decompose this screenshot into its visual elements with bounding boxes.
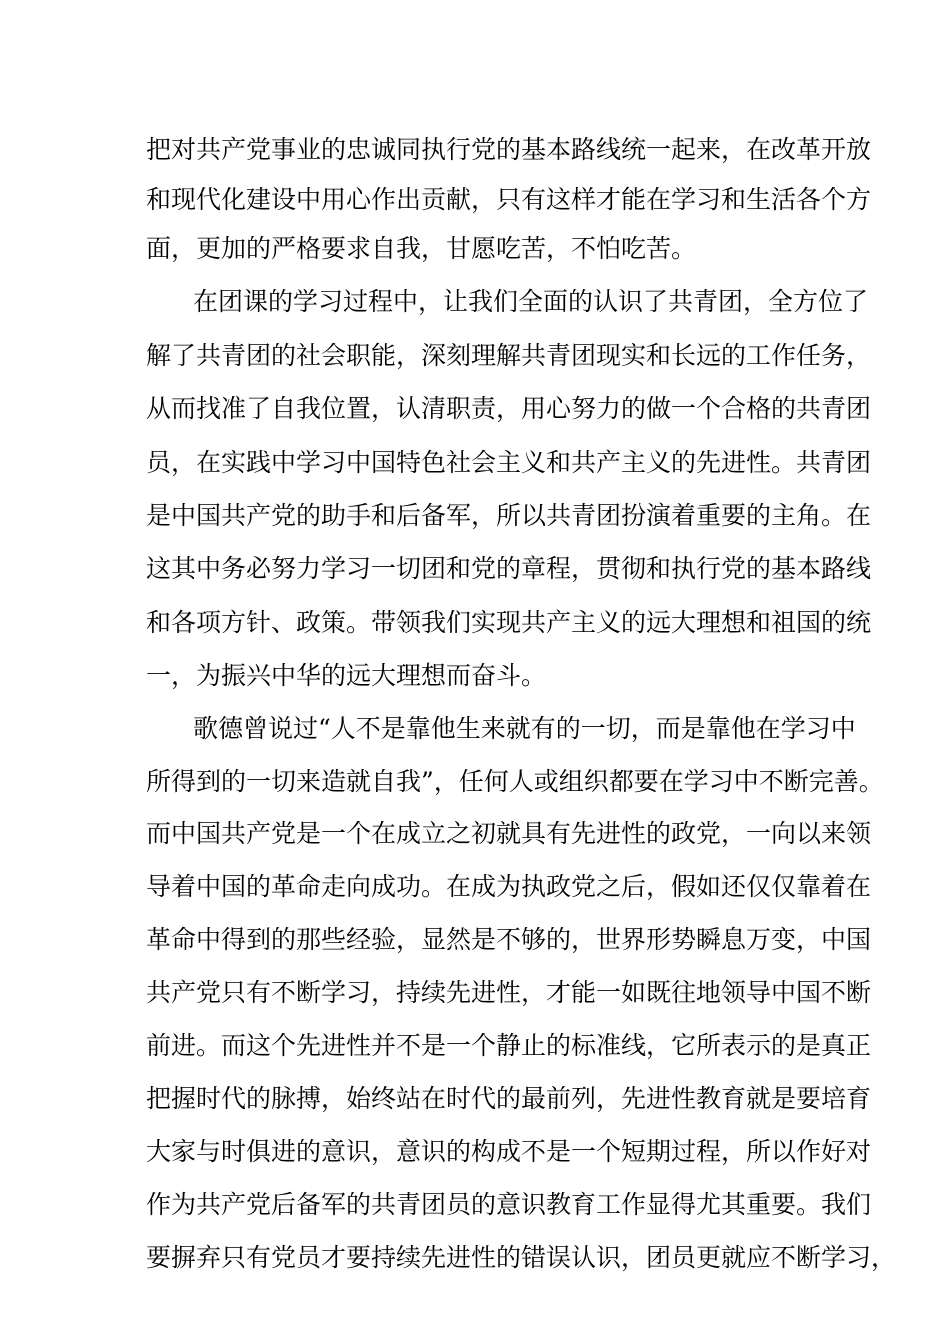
text-line-18: 前进。而这个先进性并不是一个静止的标准线，它所表示的是真正 xyxy=(146,1031,872,1060)
text-line-4: 在团课的学习过程中，让我们全面的认识了共青团，全方位了 xyxy=(193,287,869,316)
text-line-21: 作为共产党后备军的共青团员的意识教育工作显得尤其重要。我们 xyxy=(146,1190,872,1219)
text-line-13: 所得到的一切来造就自我”，任何人或组织都要在学习中不断完善。 xyxy=(146,767,884,796)
text-line-10: 和各项方针、政策。带领我们实现共产主义的远大理想和祖国的统 xyxy=(146,608,872,637)
text-line-17: 共产党只有不断学习，持续先进性，才能一如既往地领导中国不断 xyxy=(146,978,872,1007)
text-line-7: 员，在实践中学习中国特色社会主义和共产主义的先进性。共青团 xyxy=(146,448,872,477)
text-line-19: 把握时代的脉搏，始终站在时代的最前列，先进性教育就是要培育 xyxy=(146,1084,872,1113)
text-line-8: 是中国共产党的助手和后备军，所以共青团扮演着重要的主角。在 xyxy=(146,501,872,530)
text-line-16: 革命中得到的那些经验，显然是不够的，世界形势瞬息万变，中国 xyxy=(146,925,872,954)
text-line-5: 解了共青团的社会职能，深刻理解共青团现实和长远的工作任务， xyxy=(146,341,872,370)
text-line-22: 要摒弃只有党员才要持续先进性的错误认识，团员更就应不断学习， xyxy=(146,1243,897,1272)
text-line-15: 导着中国的革命走向成功。在成为执政党之后，假如还仅仅靠着在 xyxy=(146,872,872,901)
text-line-12: 歌德曾说过“人不是靠他生来就有的一切，而是靠他在学习中 xyxy=(193,714,856,743)
text-line-9: 这其中务必努力学习一切团和党的章程，贯彻和执行党的基本路线 xyxy=(146,554,872,583)
text-line-1: 把对共产党事业的忠诚同执行党的基本路线统一起来，在改革开放 xyxy=(146,135,872,164)
text-line-20: 大家与时俱进的意识，意识的构成不是一个短期过程，所以作好对 xyxy=(146,1137,872,1166)
text-line-2: 和现代化建设中用心作出贡献，只有这样才能在学习和生活各个方 xyxy=(146,185,872,214)
text-line-14: 而中国共产党是一个在成立之初就具有先进性的政党，一向以来领 xyxy=(146,819,872,848)
text-line-11: 一，为振兴中华的远大理想而奋斗。 xyxy=(146,661,547,690)
text-line-3: 面，更加的严格要求自我，甘愿吃苦，不怕吃苦。 xyxy=(146,234,697,263)
text-line-6: 从而找准了自我位置，认清职责，用心努力的做一个合格的共青团 xyxy=(146,394,872,423)
